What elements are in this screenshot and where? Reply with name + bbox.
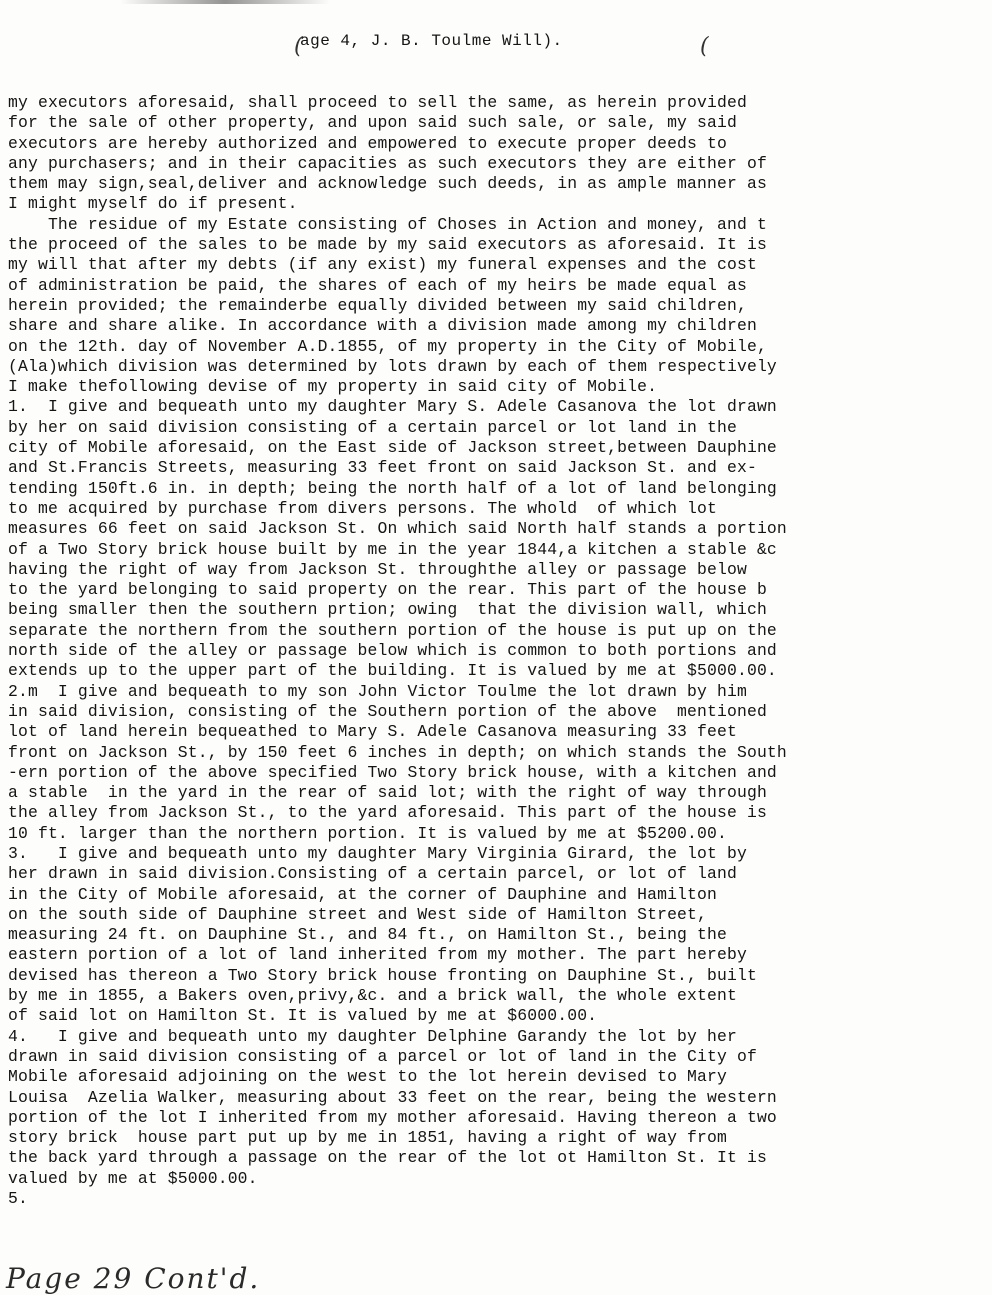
text-line: separate the northern from the southern portion of the house is put up on the — [8, 620, 777, 640]
text-line: lot of land herein bequeathed to Mary S. Adele Casanova measuring 33 feet — [8, 722, 737, 742]
text-line: a stable in the yard in the rear of said lot; with the right of way through — [8, 783, 767, 803]
text-line: (Ala)which division was determined by lots drawn by each of them respectively — [8, 356, 777, 376]
text-line: The residue of my Estate consisting of Choses in Action and money, and t — [8, 214, 767, 234]
handwritten-footer-note: Page 29 Cont'd. — [6, 1262, 261, 1295]
text-line: I might myself do if present. — [8, 194, 298, 214]
text-line: of a Two Story brick house built by me in the year 1844,a kitchen a stable &c — [8, 539, 777, 559]
text-line: -ern portion of the above specified Two Story brick house, with a kitchen and — [8, 762, 777, 782]
text-line: in the City of Mobile aforesaid, at the corner of Dauphine and Hamilton — [8, 884, 718, 904]
text-line: drawn in said division consisting of a parcel or lot of land in the City of — [8, 1046, 757, 1066]
text-line: any purchasers; and in their capacities as such executors they are either of — [8, 153, 767, 173]
text-line: for the sale of other property, and upon said such sale, or sale, my said — [8, 113, 737, 133]
text-line: 4. I give and bequeath unto my daughter Delphine Garandy the lot by her — [8, 1026, 737, 1046]
text-line: valued by me at $5000.00. — [8, 1168, 258, 1188]
text-line: on the 12th. day of November A.D.1855, of my property in the City of Mobile, — [8, 336, 767, 356]
text-line: story brick house part put up by me in 1851, having a right of way from — [8, 1128, 727, 1148]
text-line: of administration be paid, the shares of each of my heirs be made equal as — [8, 275, 747, 295]
text-line: 5. — [8, 1189, 28, 1209]
text-line: tending 150ft.6 in. in depth; being the north half of a lot of land belonging — [8, 478, 777, 498]
text-line: by me in 1855, a Bakers oven,privy,&c. and a brick wall, the whole extent — [8, 986, 737, 1006]
text-line: portion of the lot I inherited from my mother aforesaid. Having thereon a two — [8, 1107, 777, 1127]
page-header: age 4, J. B. Toulme Will). — [300, 32, 563, 50]
text-line: the proceed of the sales to be made by my said executors as aforesaid. It is — [8, 235, 767, 255]
text-line: to the yard belonging to said property on the rear. This part of the house b — [8, 580, 767, 600]
text-line: north side of the alley or passage below which is common to both portions and — [8, 641, 777, 661]
scan-smudge — [120, 0, 330, 4]
text-line: herein provided; the remainderbe equally divided between my said children, — [8, 295, 747, 315]
handwritten-mark-right: ( — [700, 34, 709, 59]
text-line: of said lot on Hamilton St. It is valued by me at $6000.00. — [8, 1006, 598, 1026]
text-line: eastern portion of a lot of land inherited from my mother. The part hereby — [8, 945, 747, 965]
text-line: city of Mobile aforesaid, on the East side of Jackson street,between Dauphine — [8, 438, 777, 458]
text-line: 2.m I give and bequeath to my son John Victor Toulme the lot drawn by him — [8, 681, 747, 701]
handwritten-mark-left: ( — [294, 34, 303, 59]
text-line: extends up to the upper part of the building. It is valued by me at $5000.00. — [8, 661, 777, 681]
text-line: devised has thereon a Two Story brick house fronting on Dauphine St., built — [8, 965, 757, 985]
text-line: her drawn in said division.Consisting of a certain parcel, or lot of land — [8, 864, 737, 884]
text-line: measures 66 feet on said Jackson St. On which said North half stands a portion — [8, 519, 787, 539]
text-line: in said division, consisting of the Southern portion of the above mentioned — [8, 701, 767, 721]
text-line: the alley from Jackson St., to the yard aforesaid. This part of the house is — [8, 803, 767, 823]
text-line: being smaller then the southern prtion; owing that the division wall, which — [8, 600, 767, 620]
text-line: having the right of way from Jackson St. throughthe alley or passage below — [8, 559, 747, 579]
text-line: share and share alike. In accordance with a division made among my children — [8, 316, 757, 336]
text-line: and St.Francis Streets, measuring 33 feet front on said Jackson St. and ex- — [8, 458, 757, 478]
text-line: executors are hereby authorized and empowered to execute proper deeds to — [8, 133, 727, 153]
text-line: on the south side of Dauphine street and West side of Hamilton Street, — [8, 904, 708, 924]
text-line: 1. I give and bequeath unto my daughter Mary S. Adele Casanova the lot drawn — [8, 397, 777, 417]
text-line: my will that after my debts (if any exist) my funeral expenses and the cost — [8, 255, 757, 275]
text-line: Mobile aforesaid adjoining on the west to the lot herein devised to Mary — [8, 1067, 727, 1087]
text-line: by her on said division consisting of a certain parcel or lot land in the — [8, 417, 737, 437]
text-line: 3. I give and bequeath unto my daughter Mary Virginia Girard, the lot by — [8, 843, 747, 863]
text-line: to me acquired by purchase from divers persons. The whold of which lot — [8, 498, 718, 518]
text-line: my executors aforesaid, shall proceed to sell the same, as herein provided — [8, 93, 747, 112]
text-line: Louisa Azelia Walker, measuring about 33 feet on the rear, being the western — [8, 1087, 777, 1107]
text-line: 10 ft. larger than the northern portion. It is valued by me at $5200.00. — [8, 823, 727, 843]
text-line: them may sign,seal,deliver and acknowledge such deeds, in as ample manner as — [8, 174, 767, 194]
text-line: measuring 24 ft. on Dauphine St., and 84 ft., on Hamilton St., being the — [8, 925, 727, 945]
text-line: the back yard through a passage on the rear of the lot ot Hamilton St. It is — [8, 1148, 767, 1168]
will-body-text — [8, 93, 990, 1209]
text-line: front on Jackson St., by 150 feet 6 inches in depth; on which stands the South — [8, 742, 787, 762]
text-line: I make thefollowing devise of my property in said city of Mobile. — [8, 377, 658, 397]
